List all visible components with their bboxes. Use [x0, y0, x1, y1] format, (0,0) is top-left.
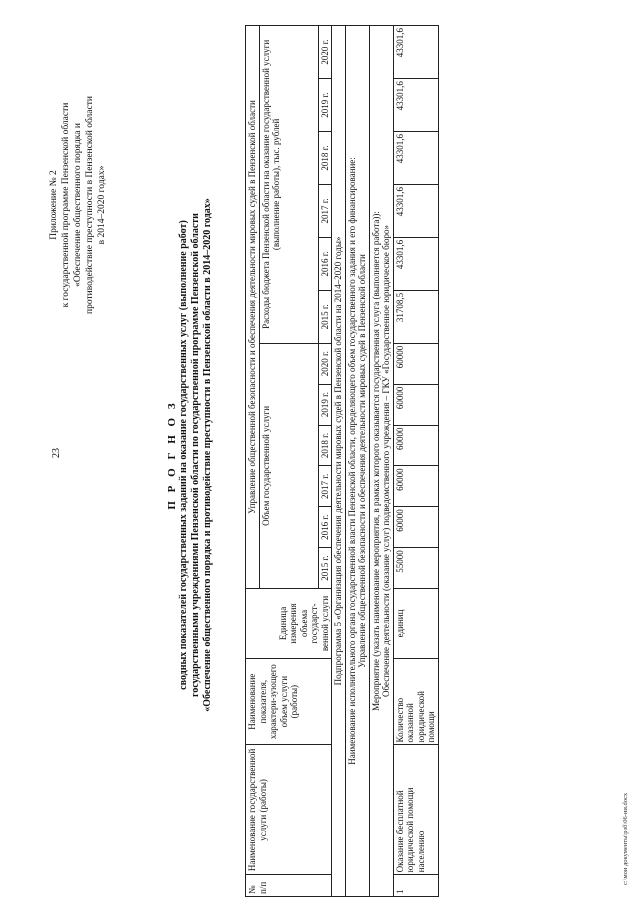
- header-year: 2017 г.: [318, 466, 332, 507]
- row-expense: 31708,5: [393, 290, 438, 343]
- row-num: 1: [393, 875, 438, 897]
- row-expense: 43301,6: [393, 237, 438, 290]
- title-prognoz: П Р О Г Н О З: [166, 400, 178, 510]
- executive-body-row: [345, 26, 369, 897]
- row-volume: 55000: [393, 548, 438, 589]
- appendix-line: к государственной программе Пензенской области: [61, 102, 71, 308]
- header-year-expense: 2019 г.: [318, 79, 332, 132]
- header-year: 2019 г.: [318, 384, 332, 425]
- row-volume: 60000: [393, 384, 438, 425]
- row-indicator: Количество оказанной юридической помощи: [393, 658, 438, 745]
- header-department: Управление общественной безопасности и обеспечения деятельности мировых судей в Пензенской области: [246, 26, 260, 589]
- forecast-table: [245, 25, 439, 897]
- row-volume: 60000: [393, 507, 438, 548]
- file-path-footer: c:\мои документы\рзб\06-ии.docx: [622, 792, 629, 885]
- header-num: № п/п: [246, 875, 332, 897]
- appendix-line: противодействие преступности в Пензенской области: [85, 96, 95, 314]
- measure-name: Обеспечение деятельности (оказание услуг) подведомственного учреждения – ГКУ «Государственное юридическое бюро»: [381, 225, 391, 697]
- appendix-header: [48, 45, 108, 365]
- header-expenses: Расходы бюджета Пензенской области на оказание государственной услуги (выполнение работы), тыс. рублей: [259, 26, 318, 344]
- title-line: сводных показателей государственных заданий на оказание государственных услуг (выполнение работ): [178, 220, 189, 690]
- header-service-name: Наименование государственной услуги (работы): [246, 745, 332, 875]
- header-volume: Объем государственной услуги: [259, 343, 318, 588]
- row-unit: единиц: [393, 589, 438, 659]
- header-year-expense: 2017 г.: [318, 184, 332, 237]
- page-number: 23: [51, 448, 62, 458]
- header-unit: Единица измерения объема государст-венной услуги: [246, 589, 332, 659]
- title-line: «Обеспечение общественного порядка и противодействие преступности в Пензенской области в 2014–2020 годах»: [202, 198, 213, 712]
- row-expense: 43301,6: [393, 26, 438, 79]
- title-line: государственными учреждениями Пензенской области по государственной программе Пензенской области: [190, 213, 201, 697]
- executive-body-name: Управление общественной безопасности и обеспечения деятельности мировых судей в Пензенской области: [357, 254, 367, 668]
- row-expense: 43301,6: [393, 132, 438, 185]
- row-expense: 43301,6: [393, 79, 438, 132]
- header-indicator-name: Наименование показателя, характери-зующего объем услуги (работы): [246, 658, 332, 745]
- header-year: 2015 г.: [318, 548, 332, 589]
- row-volume: 60000: [393, 343, 438, 384]
- header-year: 2020 г.: [318, 343, 332, 384]
- row-expense: 43301,6: [393, 184, 438, 237]
- appendix-line: Приложение № 2: [49, 170, 59, 240]
- header-year-expense: 2016 г.: [318, 237, 332, 290]
- appendix-line: в 2014–2020 годах»: [97, 165, 107, 245]
- measure-row: [369, 26, 393, 897]
- executive-body-label: Наименование исполнительного органа государственной власти Пензенской области, определяющего объем государственного задания и его финансирование:: [346, 157, 357, 765]
- measure-label: Мероприятие (указать наименование мероприятия, в рамках которого оказывается государственная услуга (выполняется работа)):: [370, 211, 381, 711]
- header-year: 2016 г.: [318, 507, 332, 548]
- row-volume: 60000: [393, 425, 438, 466]
- header-year: 2018 г.: [318, 425, 332, 466]
- document-title: [166, 25, 214, 885]
- header-year-expense: 2015 г.: [318, 290, 332, 343]
- header-year-expense: 2020 г.: [318, 26, 332, 79]
- row-service: Оказание бесплатной юридической помощи населению: [393, 745, 438, 875]
- row-volume: 60000: [393, 466, 438, 507]
- subprogram-row: Подпрограмма 5 «Организация обеспечения деятельности мировых судей в Пензенской области на 2014–2020 годы»: [332, 26, 346, 897]
- appendix-line: «Обеспечение общественного порядка и: [73, 123, 83, 287]
- header-year-expense: 2018 г.: [318, 132, 332, 185]
